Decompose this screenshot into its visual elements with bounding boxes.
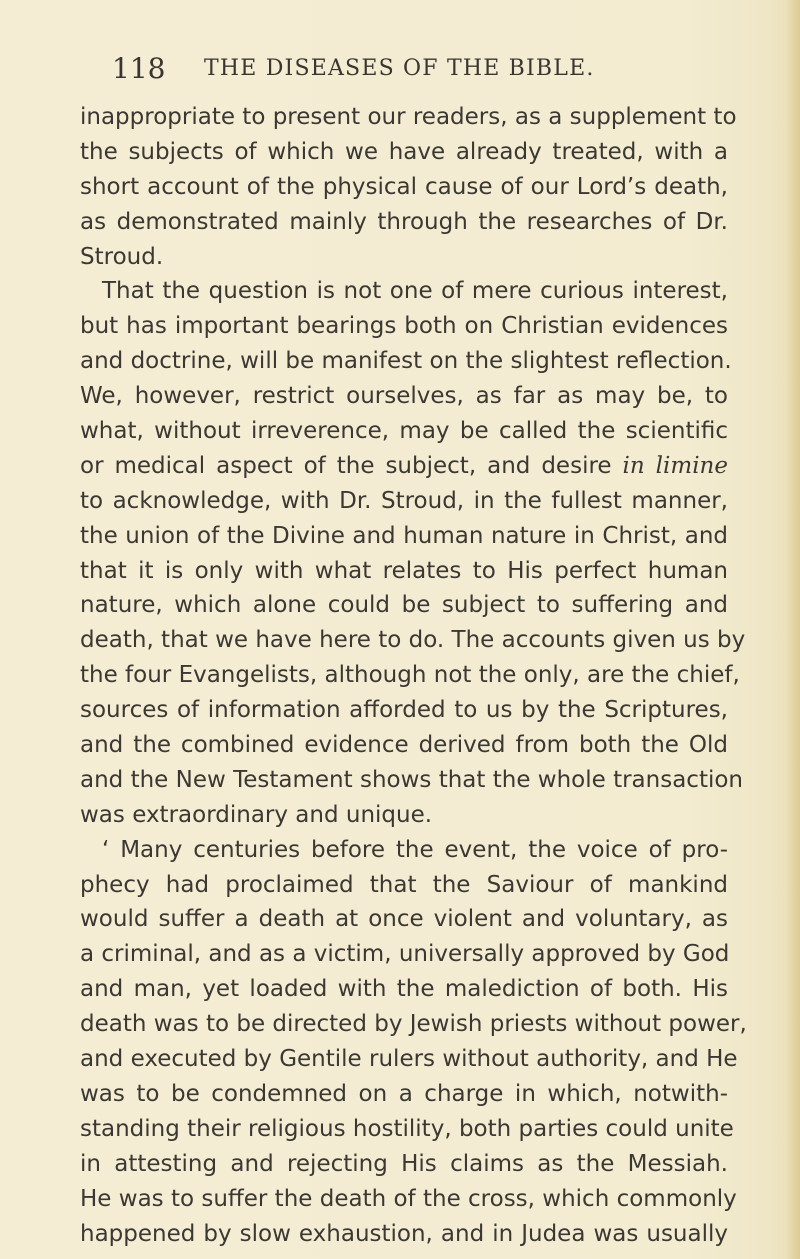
- text-line-with-italic: [80, 449, 728, 484]
- text-line: phecy had proclaimed that the Saviour of mankind: [80, 871, 728, 898]
- text-line: that it is only with what relates to His perfect human: [80, 557, 728, 584]
- page-header: [112, 52, 752, 86]
- body-text: [80, 100, 747, 1251]
- text-line: We, however, restrict ourselves, as far as may be, to: [80, 383, 728, 410]
- text-line: a criminal, and as a victim, universally approved by God: [80, 941, 730, 968]
- text-line: what, without irreverence, may be called the scientific: [80, 418, 728, 445]
- text-line: would suffer a death at once violent and voluntary, as: [80, 906, 728, 933]
- text-line: as demonstrated mainly through the researches of Dr.: [80, 208, 728, 235]
- text-line: Stroud.: [80, 243, 164, 270]
- running-head: THE DISEASES OF THE BIBLE.: [204, 56, 595, 81]
- text-line: death, that we have here to do. The accounts given us by: [80, 627, 746, 654]
- text-line: and executed by Gentile rulers without authority, and He: [80, 1046, 738, 1073]
- text-line: the union of the Divine and human nature in Christ, and: [80, 522, 728, 549]
- text-line: death was to be directed by Jewish priests without power,: [80, 1011, 747, 1038]
- text-line: but has important bearings both on Christian evidences: [80, 313, 728, 340]
- text-line: short account of the physical cause of our Lord’s death,: [80, 173, 728, 200]
- text-line: the four Evangelists, although not the only, are the chief,: [80, 662, 740, 689]
- text-line: He was to suffer the death of the cross, which commonly: [80, 1185, 737, 1212]
- text-line: That the question is not one of mere curious interest,: [102, 278, 728, 305]
- italic-phrase: in limine: [622, 452, 728, 479]
- text-line: ‘ Many centuries before the event, the voice of pro-: [102, 836, 728, 863]
- text-line: sources of information afforded to us by the Scriptures,: [80, 697, 728, 724]
- text-line: and the New Testament shows that the whole transaction: [80, 766, 744, 793]
- text-line: nature, which alone could be subject to suffering and: [80, 592, 728, 619]
- text-line: was to be condemned on a charge in which, notwith-: [80, 1080, 728, 1107]
- text-line: standing their religious hostility, both parties could unite: [80, 1115, 734, 1142]
- text-line: happened by slow exhaustion, and in Judea was usually: [80, 1220, 728, 1247]
- page-number: 118: [112, 52, 166, 85]
- text-line: and doctrine, will be manifest on the slightest reflection.: [80, 348, 732, 375]
- text-line: was extraordinary and unique.: [80, 801, 433, 828]
- text-line: in attesting and rejecting His claims as the Messiah.: [80, 1150, 728, 1177]
- text-segment: or medical aspect of the subject, and desire: [80, 452, 612, 479]
- page-edge-shadow: [786, 0, 800, 1259]
- text-line: inappropriate to present our readers, as a supplement to: [80, 104, 737, 130]
- text-line: and man, yet loaded with the malediction of both. His: [80, 976, 728, 1003]
- text-line: to acknowledge, with Dr. Stroud, in the fullest manner,: [80, 487, 728, 514]
- text-line: the subjects of which we have already treated, with a: [80, 138, 728, 165]
- text-line: and the combined evidence derived from both the Old: [80, 732, 728, 759]
